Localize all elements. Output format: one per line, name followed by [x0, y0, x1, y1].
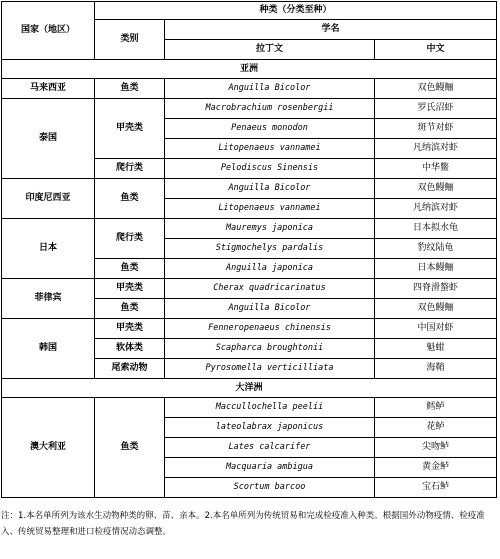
table-row — [2, 219, 497, 239]
chinese-name-cell: 中华鳖 — [375, 159, 497, 179]
chinese-name-cell: 日本拟水龟 — [375, 219, 497, 239]
latin-name-cell: lateolabrax japonicus — [165, 418, 375, 438]
header-latin: 拉丁文 — [165, 40, 375, 60]
table-row — [2, 279, 497, 299]
table-row — [2, 319, 497, 339]
latin-name-cell: Lates calcarifer — [165, 438, 375, 458]
chinese-name-cell: 斑节对虾 — [375, 119, 497, 139]
chinese-name-cell: 豹纹陆龟 — [375, 239, 497, 259]
chinese-name-cell: 黄金鲈 — [375, 458, 497, 478]
latin-name-cell: Mauremys japonica — [165, 219, 375, 239]
chinese-name-cell: 双色鳗鲡 — [375, 79, 497, 99]
latin-name-cell: Anguilla japonica — [165, 259, 375, 279]
latin-name-cell: Maccullochella peelii — [165, 398, 375, 418]
latin-name-cell: Litopenaeus vannamei — [165, 139, 375, 159]
chinese-name-cell: 凡纳滨对虾 — [375, 139, 497, 159]
chinese-name-cell: 宝石鲈 — [375, 478, 497, 498]
section-asia: 亚洲 — [2, 60, 497, 79]
footnote: 注：1.本名单所列为该水生动物种类的卵、苗、亲本。2.本名单所列为传统贸易和完成检疫准入种类。根据国外动物疫情、检疫准入、传统贸易整理和进口检疫情况动态调整。 — [1, 511, 485, 537]
header-scientific-name: 学名 — [165, 20, 497, 40]
country-cell: 菲律宾 — [2, 279, 95, 319]
latin-name-cell: Penaeus monodon — [165, 119, 375, 139]
chinese-name-cell: 尖吻鲈 — [375, 438, 497, 458]
header-category: 类别 — [95, 20, 165, 60]
chinese-name-cell: 罗氏沼虾 — [375, 99, 497, 119]
category-cell: 爬行类 — [95, 159, 165, 179]
latin-name-cell: Fenneropenaeus chinensis — [165, 319, 375, 339]
category-cell: 鱼类 — [95, 79, 165, 99]
latin-name-cell: Macquaria ambigua — [165, 458, 375, 478]
category-cell: 甲壳类 — [95, 279, 165, 299]
species-list-table — [1, 1, 497, 498]
chinese-name-cell: 四脊滑螯虾 — [375, 279, 497, 299]
header-chinese: 中文 — [375, 40, 497, 60]
latin-name-cell: Stigmochelys pardalis — [165, 239, 375, 259]
chinese-name-cell: 魁蚶 — [375, 339, 497, 359]
chinese-name-cell: 日本鳗鲡 — [375, 259, 497, 279]
category-cell: 甲壳类 — [95, 99, 165, 159]
chinese-name-cell: 中国对虾 — [375, 319, 497, 339]
latin-name-cell: Anguilla Bicolor — [165, 179, 375, 199]
category-cell: 鱼类 — [95, 299, 165, 319]
chinese-name-cell: 鳕鲈 — [375, 398, 497, 418]
category-cell: 爬行类 — [95, 219, 165, 259]
chinese-name-cell: 双色鳗鲡 — [375, 299, 497, 319]
table-row — [2, 79, 497, 99]
latin-name-cell: Scapharca broughtonii — [165, 339, 375, 359]
chinese-name-cell: 凡纳滨对虾 — [375, 199, 497, 219]
country-cell: 马来西亚 — [2, 79, 95, 99]
country-cell: 泰国 — [2, 99, 95, 179]
chinese-name-cell: 双色鳗鲡 — [375, 179, 497, 199]
category-cell: 鱼类 — [95, 179, 165, 219]
category-cell: 甲壳类 — [95, 319, 165, 339]
table-row — [2, 398, 497, 418]
category-cell: 鱼类 — [95, 398, 165, 498]
latin-name-cell: Pelodiscus Sinensis — [165, 159, 375, 179]
country-cell: 澳大利亚 — [2, 398, 95, 498]
header-species-group: 种类（分类至种） — [95, 2, 497, 20]
latin-name-cell: Cherax quadricarinatus — [165, 279, 375, 299]
latin-name-cell: Scortum barcoo — [165, 478, 375, 498]
latin-name-cell: Anguilla Bicolor — [165, 299, 375, 319]
category-cell: 鱼类 — [95, 259, 165, 279]
country-cell: 印度尼西亚 — [2, 179, 95, 219]
table-row — [2, 179, 497, 199]
chinese-name-cell: 海鞘 — [375, 359, 497, 379]
chinese-name-cell: 花鲈 — [375, 418, 497, 438]
latin-name-cell: Anguilla Bicolor — [165, 79, 375, 99]
country-cell: 日本 — [2, 219, 95, 279]
section-oceania: 大洋洲 — [2, 379, 497, 398]
country-cell: 韩国 — [2, 319, 95, 379]
table-row — [2, 99, 497, 119]
category-cell: 尾索动物 — [95, 359, 165, 379]
latin-name-cell: Litopenaeus vannamei — [165, 199, 375, 219]
category-cell: 软体类 — [95, 339, 165, 359]
latin-name-cell: Macrobrachium rosenbergii — [165, 99, 375, 119]
latin-name-cell: Pyrosomella verticilliata — [165, 359, 375, 379]
header-country: 国家（地区） — [2, 2, 95, 60]
